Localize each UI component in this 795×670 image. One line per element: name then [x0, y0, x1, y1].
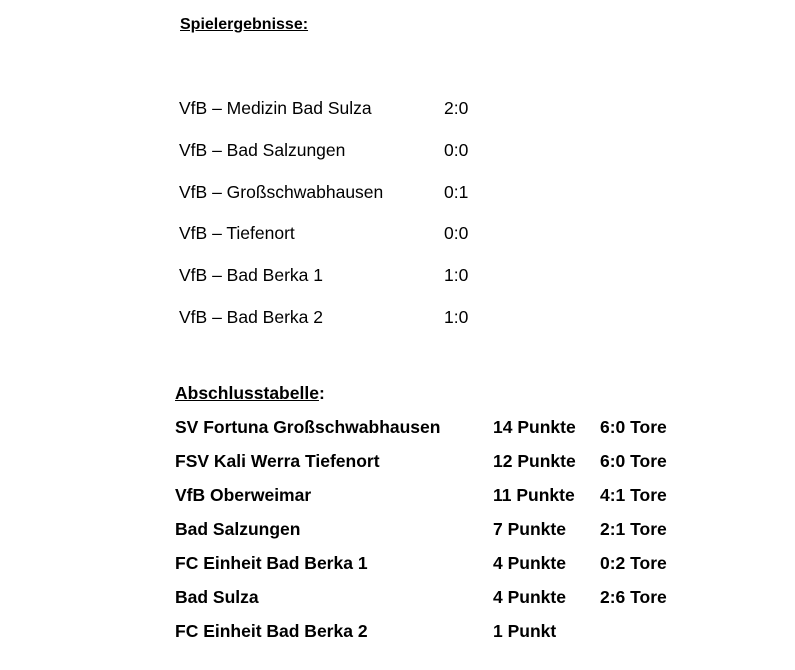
standings-points: 1 Punkt [493, 621, 557, 641]
result-match: VfB – Medizin Bad Sulza [179, 98, 372, 118]
standings-heading-colon: : [318, 383, 325, 403]
standings-row [175, 552, 690, 586]
result-match: VfB – Bad Salzungen [179, 139, 346, 160]
standings-points: 12 Punkte [493, 451, 576, 471]
result-row [179, 97, 468, 139]
standings-goals: 4:1 Tore [600, 485, 667, 505]
result-score: 1:0 [444, 306, 469, 327]
result-row [179, 222, 468, 264]
standings-team: FC Einheit Bad Berka 1 [175, 553, 368, 573]
standings-goals: 2:1 Tore [600, 519, 667, 539]
standings-goals: 6:0 Tore [600, 451, 667, 471]
standings-points: 4 Punkte [493, 587, 566, 607]
standings-points: 11 Punkte [493, 485, 575, 505]
result-match: VfB – Bad Berka 1 [179, 265, 323, 286]
results-list [179, 97, 468, 348]
result-score: 0:0 [444, 223, 469, 244]
standings-row [175, 416, 690, 450]
result-row [179, 306, 468, 348]
standings-row [175, 586, 690, 620]
results-heading: Spielergebnisse: [180, 16, 309, 33]
standings-team: VfB Oberweimar [175, 485, 312, 505]
standings-row [175, 484, 690, 518]
result-score: 2:0 [444, 98, 469, 118]
standings-goals: 6:0 Tore [600, 417, 667, 437]
standings-points: 4 Punkte [493, 553, 566, 573]
result-score: 1:0 [444, 265, 469, 286]
standings-row [175, 450, 690, 484]
standings-goals: 0:2 Tore [600, 553, 667, 573]
result-match: VfB – Großschwabhausen [179, 181, 384, 202]
standings-heading-text: Abschlusstabelle [175, 383, 319, 403]
result-match: VfB – Bad Berka 2 [179, 306, 323, 327]
result-row [179, 139, 468, 181]
standings-row [175, 620, 690, 654]
standings-goals: 2:6 Tore [600, 587, 667, 607]
result-row [179, 181, 468, 223]
standings-team: FC Einheit Bad Berka 2 [175, 621, 368, 641]
standings-goals [600, 620, 690, 654]
standings-table [175, 416, 690, 654]
standings-points: 7 Punkte [493, 519, 566, 539]
result-score: 0:1 [444, 181, 469, 202]
standings-points: 14 Punkte [493, 417, 576, 437]
standings-team: Bad Salzungen [175, 519, 301, 539]
standings-heading [175, 382, 325, 404]
standings-team: FSV Kali Werra Tiefenort [175, 451, 380, 471]
standings-row [175, 518, 690, 552]
result-score: 0:0 [444, 139, 469, 160]
result-match: VfB – Tiefenort [179, 223, 295, 244]
standings-team: SV Fortuna Großschwabhausen [175, 417, 441, 437]
standings-team: Bad Sulza [175, 587, 259, 607]
result-row [179, 264, 468, 306]
